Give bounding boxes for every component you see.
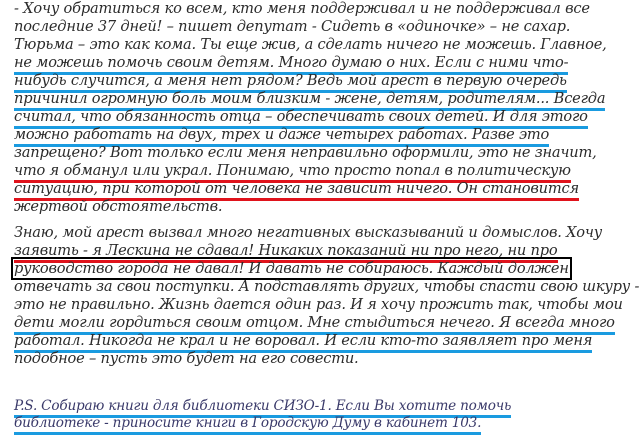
text-line: считал, что обязанность отца – обеспечивать своих детей. И для этого: [14, 108, 588, 126]
text-line: дети могли гордиться своим отцом. Мне стыдиться нечего. Я всегда много: [14, 314, 615, 332]
text-line: что я обманул или украл. Понимаю, что просто попал в политическую: [14, 162, 571, 180]
text-line: - Хочу обратиться ко всем, кто меня поддерживал и не поддерживал все: [14, 0, 590, 17]
text-line: отвечать за свои поступки. А подставлять других, чтобы спасти свою шкуру -: [14, 278, 639, 295]
text-line: нибудь случится, а меня нет рядом? Ведь мой арест в первую очередь: [14, 72, 567, 90]
ps-line: P.S. Собираю книги для библиотеки СИЗО-1. Если Вы хотите помочь: [14, 396, 511, 416]
ps-line: библиотеке - приносите книги в Городскую Думу в кабинет 103.: [14, 413, 481, 433]
text-line: не можешь помочь своим детям. Много думаю о них. Если с ними что-: [14, 54, 568, 72]
text-line: руководство города не давал! И давать не собираюсь. Каждый должен: [14, 260, 569, 277]
text-line: последние 37 дней! – пишет депутат - Сидеть в «одиночке» – не сахар.: [14, 18, 571, 35]
text-line: подобное – пусть это будет на его совести.: [14, 350, 359, 367]
text-line: запрещено? Вот только если меня неправильно оформили, это не значит,: [14, 144, 597, 161]
text-line: ситуацию, при которой от человека не зависит ничего. Он становится: [14, 180, 579, 198]
text-line: работал. Никогда не крал и не воровал. И если кто-то заявляет про меня: [14, 332, 592, 350]
text-line: Тюрьма – это как кома. Ты еще жив, а сделать ничего не можешь. Главное,: [14, 36, 607, 53]
text-line: Знаю, мой арест вызвал много негативных высказываний и домыслов. Хочу: [14, 224, 603, 241]
text-line: можно работать на двух, трех и даже четырех работах. Разве это: [14, 126, 549, 144]
text-line: причинил огромную боль моим близким - жене, детям, родителям... Всегда: [14, 90, 605, 108]
text-line: заявить - я Лескина не сдавал! Никаких показаний ни про него, ни про: [14, 242, 558, 260]
text-line: это не правильно. Жизнь дается один раз. И я хочу прожить так, чтобы мои: [14, 296, 623, 313]
text-line: жертвой обстоятельств.: [14, 198, 223, 215]
